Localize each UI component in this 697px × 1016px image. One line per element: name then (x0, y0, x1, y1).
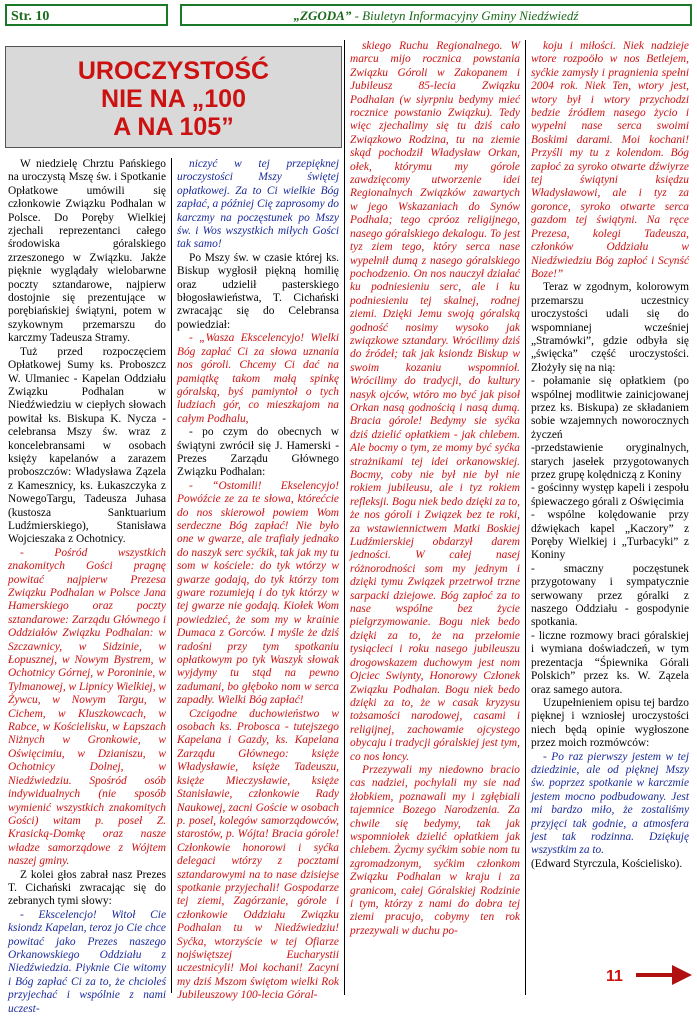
article-title-line-3: A NA 105” (113, 113, 234, 141)
next-page-arrow-icon (636, 965, 692, 985)
paragraph: Teraz w zgodnym, kolorowym przemarszu uczestnicy uroczystości udali się do wspomnianej wcześniej „Stramówki”, gdzie odbyła się „święcka” część uroczystości. Złożyły się na nią: (531, 281, 689, 374)
page-label: Str. 10 (5, 4, 168, 26)
paragraph: koju i miłości. Niek nadzieje wtore rozpoöło w nos Betlejem, syćkie zamysły i pragnienia spełni 2004 rok. Niek Ten, wtory jest, wtory był i wtory przychodzi bedzie źródłem nasego życio i wypełni nase serca swoimi Boskimi darami. Moi kochani! Przyśli my tu z kolendom. Bóg zapłoć za syroko otwarte dźwiyrze tej świątyni księdzu Władysławowi, ale i tyz za goronce, syroko otwarte serca gazdom tej świątyni. Na ręce Prezesa, kolegi Tadeusza, członków Oddziału w Niedźwiedziu Bóg zapłoć i Scynść Boze!” (531, 40, 689, 280)
paragraph: Po Mszy św. w czasie której ks. Biskup wygłosił piękną homilię oraz udzielił pasterskiego błogosławieństwa, T. Cichański zwracając się do Celebransa powiedział: (177, 251, 339, 331)
paragraph: - gościnny występ kapeli i zespołu śpiewaczego górali z Oświęcimia (531, 482, 689, 508)
bulletin-name: „ZGODA” (293, 8, 352, 23)
bulletin-header (180, 4, 692, 26)
article-title-line-2: NIE NA „100 (101, 85, 246, 113)
article-title-line-1: UROCZYSTOŚĆ (77, 57, 270, 85)
paragraph: - po czym do obecnych w świątyni zwrócił się J. Hamerski - Prezes Zarządu Głównego Związku Podhalan: (177, 426, 339, 479)
page-number: 11 (606, 968, 623, 985)
column-3 (350, 40, 520, 995)
column-divider-1 (171, 158, 172, 993)
paragraph: - “Ostomili! Ekselencyjo! Powóźcie ze za te słowa, którećcie do nos skierowoł powiem Wom serdeczne Bóg zapłać! Nie było one w gwarze, ale trafiały jednako do naszyk serc syćkik, tak jak my tu som w kościele: do tyk wtórzy w gwarze godajq, do tyk którzy tom gware rozumiejq i do tyk którzy w tej gwarze nie godajq. Kiołek Wom powiedzieć, że som my w krainie Dumaca z Gorców. I myśle że dziś radośni przy tym spotkaniu opłatkowym po tyk Waszyk słowak wyjdymy tu stąd na pewno zadumani, bo głęboko nom w serca zapadły. Wielki Bóg zapłać! (177, 479, 339, 707)
paragraph: - Pośród wszystkich znakomitych Gości pragnę powitać najpierw Prezesa Związku Podhalan w Polsce Jana Hamerskiego oraz poczty sztandarowe: Zarządu Głównego i Oddziałów Związku Podhalan: w Szczawnicy, w Sidzinie, w Łopusznej, w Nowym Bystrem, w Ochotnicy Górnej, w Poroninie, w Tylmanowej, w Lipnicy Wielkiej, w Żywcu, w Nowym Targu, w Cichem, w Kluszkowcach, w Rabce, w Kościelisku, w Łapszach Niżnych w Gronkowie, w Oświęcimiu, w Dzianiszu, w Ochotnicy Dolnej, w Niedźwiedziu. Spośród osób indywidualnych (nie sposób wymienić wszystkich znakomitych Gości) witam p. poseł Z. Krasicką-Domkę oraz nasze władze samorządowe z Wójtem naszej gminy. (8, 546, 166, 868)
paragraph: - liczne rozmowy braci góralskiej i wymiana doświadczeń, w tym prezentacja “Śpiewnika Górali Polskich” przez ks. W. Zązela oraz samego autora. (531, 629, 689, 696)
paragraph: skiego Ruchu Regionalnego. W marcu mijo rocznica powstania Związku Góroli w Zakopanem i Jubileusz 85-lecia Związku Podhalan (w siyrpniu bedymy mieć rocznice powstanio Związku). Tedy więc zjechalimy się tu dziś cało Związkowo Rodzina, tu na ziemie skąd pochodził Władysław Orkan, ołek, którymu my górole zawdzięcomy utworzenie idei Regionalnych Związków zawartych w jego Wskazaniach do Synów Podhala; tego cpróoz religijnego, nasego góralskiego dekalogu. To jest tyz ziem tego, który serca nase wypełnił dumą z nasego góralskiego pochodzenio. On nos nauczył działać ku podniesieniu serc, ale i ku podniesieniu tej skalnej, rodnej ziemi. Dzięki Jemu swoją góralską godność nosimy wysoko jak związkowe sztandary. Wrócilimy dziś do źródeł; tak jak ksiondz Biskup w swoim kozaniu wspomnioł. Wrócilimy do tradycji, do kultury nasyk ojców, wtóro mo być jak pisoł Orkan nasą godnością i nasą dumą. Bracia górole! Bedymy sie syćka dziś dzielić opłatkiem - jak chlebem. Ale bocmy o tym, ze momy być syćka strażnikami tej idei orkanowskiej. Bocmy, coby nie był nie był nie rokiem jubileusu, ale i tyz rokiem refleksji. Bogu niek bedo dzięki za to, że nos góroli i Związek bez te roki, za wstawiennictwem Matki Boskiej Ludźmierskiej obdarzył darem jedności. W całej nasej różnorodności som my jednym i dzięki tymu Związek przetrwoł trzne sarpacki dziejowe. Bóg zapłoć za to nase wspólne bez życie pielgrzymowanie. Bogu niek bedo dzięki za to, że na przełomie tysiącleci i roku nasego jubileuszu drogowskazem duchowym jest nom Ojciec Swiynty, Honorowy Członek Związku Podhalan. Bogu niek bedo dzięki za to, że w casak kryzysu tożsamości narodowej, casami i religijnej, zachowamie ojcystego obycaju i tradycji góralskiej jest tym, co nos łoncy. (350, 40, 520, 763)
column-2 (177, 158, 339, 1002)
paragraph: - połamanie się opłatkiem (po wspólnej modlitwie zainicjowanej przez ks. Biskupa) ze składaniem sobie wzajemnych noworocznych życzeń (531, 375, 689, 441)
paragraph: - wspólne kolędowanie przy dźwiękach kapel „Kaczory” z Poręby Wielkiej i „Turbacyki” z Koniny (531, 509, 689, 562)
article-title-box (5, 46, 342, 148)
column-divider-3 (525, 40, 526, 995)
paragraph: -przedstawienie oryginalnych, starych jasełek przygotowanych przez grupę kolędniczą z Koniny (531, 442, 689, 481)
paragraph: Z kolei głos zabrał nasz Prezes T. Cichański zwracając się do zebranych tymi słowy: (8, 868, 166, 908)
paragraph: - smaczny poczęstunek przygotowany i sympatycznie serwowany przez góralki z naszego Oddziału - gospodynie spotkania. (531, 562, 689, 629)
paragraph: - Po raz pierwszy jestem w tej dziedzinie, ale od pięknej Mszy św. poprzez spotkanie w karczmie jestem mocno podbudowany. Jest mi bardzo miło, że zostaliśmy przyjęci tak godnie, a atmosfera jest tak rodzinna. Dziękuję wszystkim za to. (531, 750, 689, 857)
paragraph: Czcigodne duchowieństwo w osobach ks. Probosca - tutejszego Kapelana i Gazdy, ks. Kapelana Zarządu Głównego: księże Władysławie, księże Tadeuszu, księże Mieczysławie, księże Stanisławie, członkowie Rady Naukowej, zacni Goście w osobach p. posel, kolegów samorządowców, starostów, p. Wójta! Bracia górole! Członkowie honorowi i syćka delegaci wtórzy z pocztami sztandarowymi na to nase dzisiejse spotkanie przyjechali! Gospodarze tej ziemi, Zagórzanie, górole i członkowie Oddziału Związku Podhalan tu w Niedźwiedziu! Syćka, wtorzyście w tej Ofiarze nojświętszej Eucharystii uczestnicyli! Moi kochani! Zacyni my dziś Mszom świętom wielki Rok Jubileuszowy 100-lecia Góral- (177, 707, 339, 1002)
paragraph: Uzupełnieniem opisu tej bardzo pięknej i wzniosłej uroczystości niech będą opinie wygłoszone przez moich rozmówców: (531, 696, 689, 750)
column-1 (8, 158, 166, 1015)
paragraph: W niedzielę Chrztu Pańskiego na uroczystą Mszę św. i Spotkanie Opłatkowe umówili się członkowie Związku Podhalan w Polsce. Do Poręby Wielkiej zjechali reprezentanci całego środowiska góralskiego zrzeszonego w Związku. Jakże pięknie wyglądały wielobarwne poczty sztandarowe, najpierw dostojnie się prezentujące w porębiańskiej świątyni, potem w szykownym przemarszu do karczmy Tadeusza Stramy. (8, 158, 166, 345)
paragraph: (Edward Styrczula, Kościelisko). (531, 857, 683, 870)
paragraph: niczyć w tej przepięknej uroczystości Mszy świętej opłatkowej. Za to Ci wielkie Bóg zapłać, a później Cię zaprosomy do karczmy na poczęstunek po Mszy św. i Wos wszystkich miłych Gości tak samo! (177, 158, 339, 251)
column-divider-2 (344, 40, 345, 995)
paragraph: - Ekscelencjo! Witoł Cie ksiondz Kapelan, teroz jo Cie chce powitać jako Prezes naszego Orkanowskiego Oddziału z Niedźwiedzia. Piyknie Cie witomy i Bóg zapłać Ci za to, że chcioleś przyjechać i wspólnie z nami uczest- (8, 908, 166, 1015)
paragraph: Przezywali my niedowno bracio cas nadziei, pochylali my sie nad żłobkiem, poznawali my i zgłębiali tajemnice Bozego Narodzenia. Za chwile się bedymy, tak jak wspomniołek dzielić opłatkiem jak chlebem. Życmy syćkim sobie nom tu zgromadzonym, syćkim członkom Związku Podhalan w kraju i za granicom, całej Góralskiej Rodzinie i tym, którzy z nami do dobra tej ziemi pracujo, cobymy ten rok przezywali w duchu po- (350, 763, 520, 937)
paragraph: - „Wasza Ekscelencyjo! Wielki Bóg zapłać Ci za słowa uznania nos góroli. Chcemy Ci dać na pamiątkę takom małą spinkę góralską, byś pamiyntoł o tych ludziach gór, co mieszkajom na całym Podhalu, (177, 332, 339, 425)
bulletin-subtitle: - Biuletyn Informacyjny Gminy Niedźwiedź (351, 8, 579, 23)
column-4 (531, 40, 689, 970)
paragraph: Tuż przed rozpoczęciem Opłatkowej Sumy ks. Proboszcz W. Ulmaniec - Kapelan Oddziału Związku Podhalan w Niedźwiedziu w ciepłych słowach powitał ks. Biskupa K. Nycza - celebransa Mszy św. wraz z koncelebransami w osobach księży kapelanów a zarazem proboszczów: Władysława Zązela z Kamesznicy, ks. Łukaszczyka z NowegoTargu, Tadeusza Juhasa (kustosza Sanktuarium Ludźmierskiego), Stanisława Wojcieszaka z Ochotnicy. (8, 345, 166, 546)
